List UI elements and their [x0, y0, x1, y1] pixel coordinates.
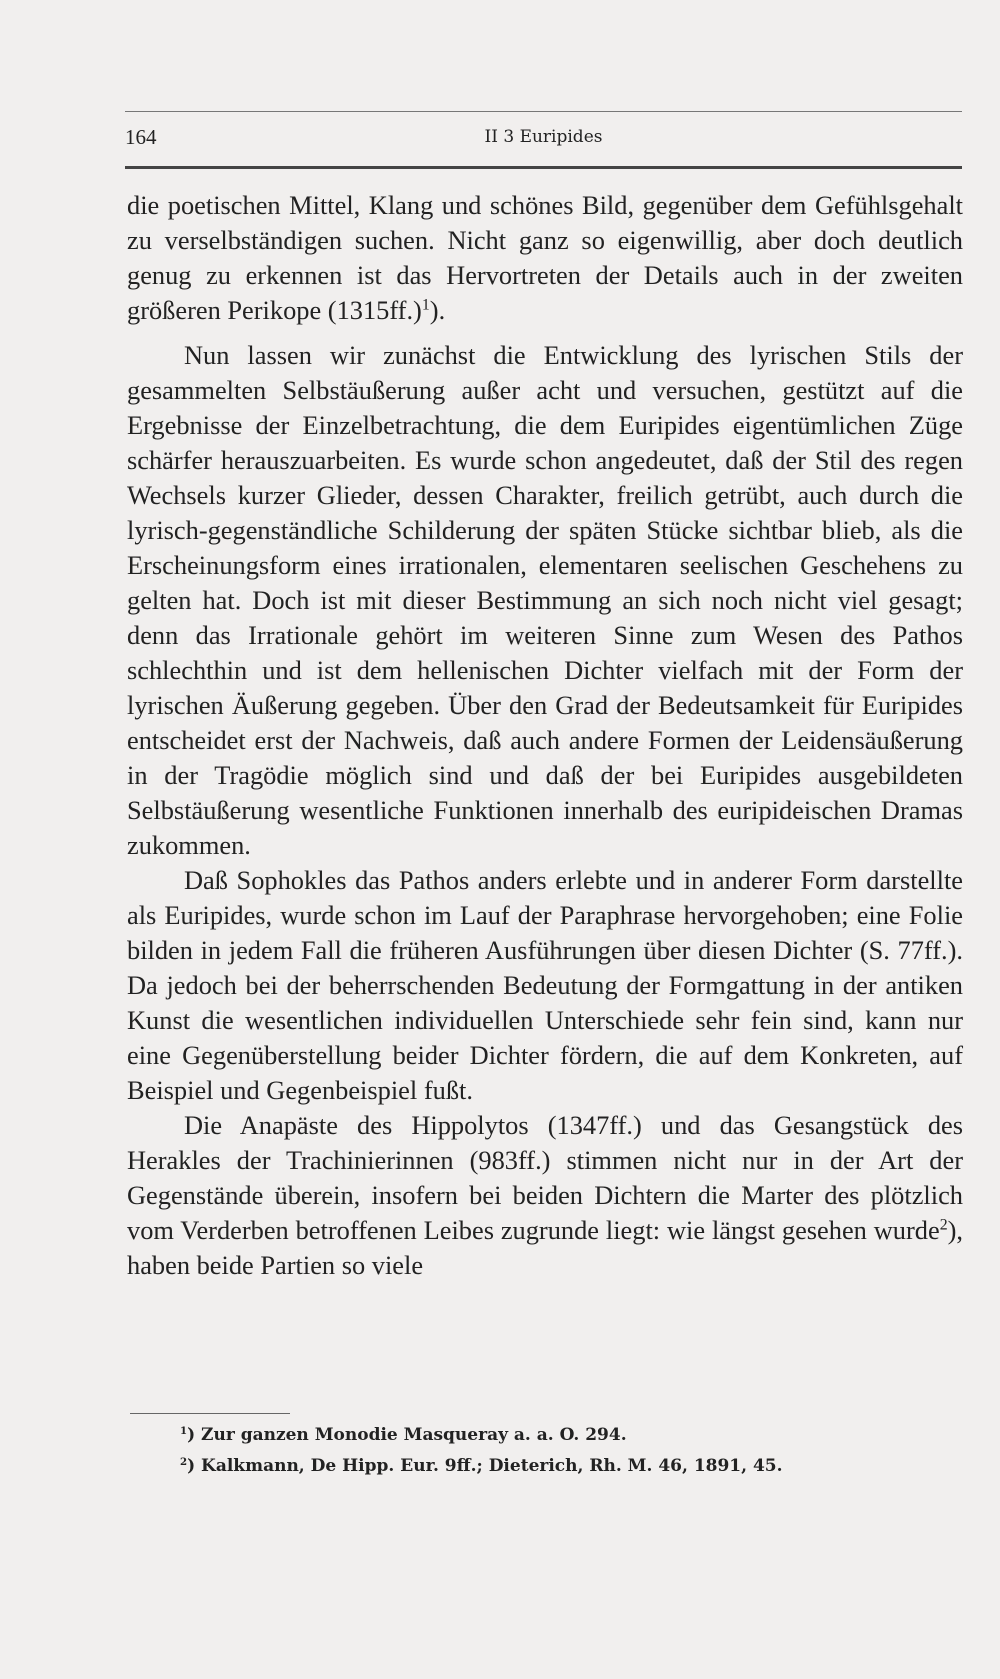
- paragraph-4: Die Anapäste des Hippolytos (1347ff.) und das Gesangstück des Herakles der Trachinierinnen (983ff.) stimmen nicht nur in der Art der Gegenstände überein, insofern bei beiden Dichtern die Marter des plötzlich vom Verderben betroffenen Leibes zugrunde liegt: wie längst gesehen wurde$^2$), haben beide Partien so viele: [127, 1110, 963, 1280]
- page-header: [125, 125, 962, 155]
- footnote-rule: [130, 1413, 290, 1414]
- footnote-2: $^2$) Kalkmann, De Hipp. Eur. 9ff.; Dieterich, Rh. M. 46, 1891, 45.: [180, 1455, 783, 1476]
- running-head: II 3 Euripides: [484, 127, 603, 147]
- paragraph-3: Daß Sophokles das Pathos anders erlebte und in anderer Form darstellte als Euripides, wurde schon im Lauf der Paraphrase hervorgehoben; eine Folie bilden in jedem Fall die früheren Ausführungen über diesen Dichter (S. 77ff.). Da jedoch bei der beherrschenden Bedeutung der Formgattung in der antiken Kunst die wesentlichen individuellen Unterschiede sehr fein sind, kann nur eine Gegenüberstellung beider Dichter fördern, die auf dem Konkreten, auf Beispiel und Gegenbeispiel fußt.: [127, 865, 963, 1105]
- page-number: 164: [125, 125, 157, 149]
- paragraph-2: Nun lassen wir zunächst die Entwicklung des lyrischen Stils der gesammelten Selbstäußerung außer acht und versuchen, gestützt auf die Ergebnisse der Einzelbetrachtung, die dem Euripides eigentümlichen Züge schärfer herauszuarbeiten. Es wurde schon angedeutet, daß der Stil des regen Wechsels kurzer Glieder, dessen Charakter, freilich getrübt, auch durch die lyrisch-gegenständliche Schilderung der späten Stücke sichtbar blieb, als die Erscheinungsform eines irrationalen, elementaren seelischen Geschehens zu gelten hat. Doch ist mit dieser Bestimmung an sich noch nicht viel gesagt; denn das Irrationale gehört im weiteren Sinne zum Wesen des Pathos schlechthin und ist dem hellenischen Dichter vielfach mit der Form der lyrischen Äußerung gegeben. Über den Grad der Bedeutsamkeit für Euripides entscheidet erst der Nachweis, daß auch andere Formen der Leidensäußerung in der Tragödie möglich sind und daß der bei Euripides ausgebildeten Selbstäußerung wesentliche Funktionen innerhalb des euripideischen Dramas zukommen.: [127, 340, 963, 860]
- footnote-ref-2: 2: [939, 1216, 948, 1234]
- header-top-rule: [125, 111, 962, 112]
- header-bottom-rule: [125, 166, 962, 169]
- footnote-1: $^1$) Zur ganzen Monodie Masqueray a. a. O. 294.: [180, 1424, 627, 1445]
- footnote-ref-1: 1: [421, 296, 430, 314]
- body-text: [127, 188, 963, 1283]
- paragraph-1: die poetischen Mittel, Klang und schönes Bild, gegenüber dem Gefühlsgehalt zu verselbständigen suchen. Nicht ganz so eigenwillig, aber doch deutlich genug zu erkennen ist das Hervortreten der Details auch in der zweiten größeren Perikope $(1315ff.)^1$).: [127, 190, 963, 325]
- footnotes: [180, 1420, 940, 1482]
